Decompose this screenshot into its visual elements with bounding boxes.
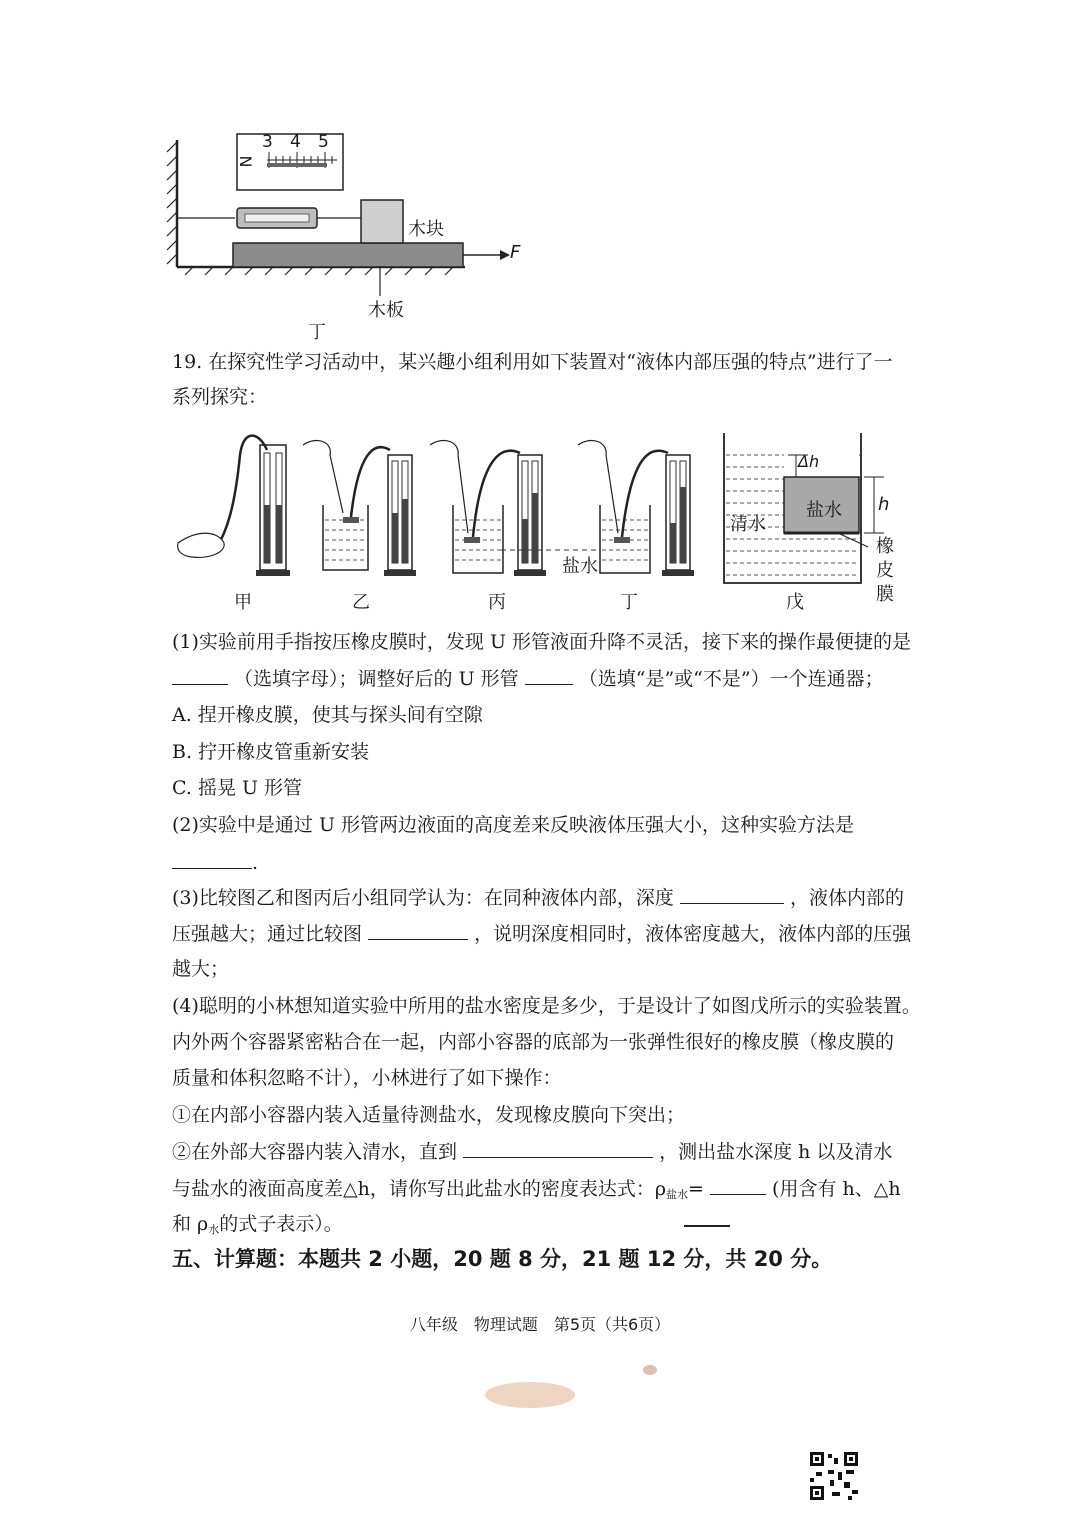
scale-tick-3: 3: [262, 132, 273, 152]
q19-part2-answer-line: [172, 850, 258, 875]
answer-blank-2[interactable]: [525, 666, 573, 685]
membrane-label-1: 橡: [876, 536, 894, 557]
answer-blank-6[interactable]: [463, 1139, 653, 1158]
q19-stem-line-2: 系列探究：: [172, 386, 268, 408]
q19-step2-text-a: ②在外部大容器内装入清水，直到: [172, 1141, 458, 1163]
q19-step2-text-b: ，测出盐水深度 h 以及清水: [659, 1141, 893, 1163]
q19-part3-text-a: (3)比较图乙和图丙后小组同学认为：在同种液体内部，深度: [172, 887, 674, 909]
q19-part1-line-1: (1)实验前用手指按压橡皮膜时，发现 U 形管液面升降不灵活，接下来的操作最便捷的是: [172, 631, 912, 653]
scale-tick-4: 4: [290, 132, 301, 152]
q19-step3-text-c: (用含有 h、△h: [772, 1178, 901, 1200]
q19-part4-line-1: (4)聪明的小林想知道实验中所用的盐水密度是多少，于是设计了如图戊所示的实验装置。: [172, 995, 921, 1017]
page-footer: 八年级 物理试题 第5页（共6页）: [409, 1315, 671, 1334]
membrane-label-3: 膜: [876, 584, 894, 605]
answer-blank-3[interactable]: [172, 850, 252, 869]
board-label: 木板: [368, 300, 404, 321]
q19-part3-text-b: ，液体内部的: [790, 887, 905, 909]
q19-part3-text-c: 压强越大；通过比较图: [172, 923, 363, 945]
block-label: 木块: [408, 219, 444, 240]
q19-part3-line-3: 越大；: [172, 958, 230, 980]
q19-step3-text-a: 与盐水的液面高度差△h，请你写出此盐水的密度表达式：ρ: [172, 1178, 667, 1200]
caption-wu: 戊: [786, 592, 804, 613]
caption-bing: 丙: [488, 592, 506, 613]
answer-blank-7[interactable]: [710, 1176, 766, 1195]
h-label: h: [878, 494, 890, 515]
q19-part3-line-2: [172, 921, 911, 946]
caption-jia: 甲: [234, 592, 252, 613]
clear-water-label: 清水: [730, 514, 766, 535]
q19-step-4: [172, 1212, 343, 1242]
q19-step-3: [172, 1176, 901, 1207]
q19-step4-text-b: 的式子表示）。: [219, 1213, 343, 1235]
figure-bing: [430, 440, 546, 576]
answer-blank-5[interactable]: [368, 921, 468, 940]
friction-apparatus-figure: [165, 130, 545, 345]
answer-blank-4[interactable]: [680, 885, 784, 904]
option-b: B. 拧开橡皮管重新安装: [172, 741, 370, 763]
caption-ding: 丁: [620, 592, 638, 613]
q19-step4-text-a: 和 ρ: [172, 1213, 209, 1235]
smudge-mark-small: [640, 1360, 660, 1380]
figure-yi: [303, 440, 416, 576]
board-pointer-line: [378, 266, 382, 296]
rho-water-subscript: 水: [208, 1223, 220, 1236]
section-5-heading: 五、计算题：本题共 2 小题，20 题 8 分，21 题 12 分，共 20 分。: [172, 1247, 833, 1271]
pressure-experiment-figure: [168, 425, 888, 595]
caption-yi: 乙: [352, 592, 370, 613]
q19-step-2: [172, 1139, 892, 1164]
force-label: F: [510, 242, 521, 263]
fraction-bar: [684, 1224, 730, 1228]
q19-part2-end: .: [252, 852, 259, 874]
smudge-mark: [480, 1370, 580, 1420]
q19-part2-line: (2)实验中是通过 U 形管两边液面的高度差来反映液体压强大小，这种实验方法是: [172, 814, 855, 836]
q19-step-1: ①在内部小容器内装入适量待测盐水，发现橡皮膜向下突出；: [172, 1104, 686, 1126]
scale-unit-label: N: [236, 155, 256, 168]
salt-water-label: 盐水: [562, 556, 598, 577]
figure-jia: [178, 436, 290, 576]
option-a: A. 捏开橡皮膜，使其与探头间有空隙: [172, 704, 483, 726]
q19-part1-line-2: [172, 666, 884, 691]
wooden-board: [233, 243, 463, 267]
q19-stem-line-1: 19. 在探究性学习活动中，某兴趣小组利用如下装置对“液体内部压强的特点”进行了一: [172, 351, 893, 373]
membrane-label-2: 皮: [876, 560, 894, 581]
top-figure-caption: 丁: [308, 322, 326, 343]
wooden-block: [361, 200, 403, 243]
q19-part1-text-a: （选填字母）；调整好后的 U 形管: [234, 668, 519, 690]
q19-part3-line-1: [172, 885, 904, 910]
q19-part4-line-3: 质量和体积忽略不计），小林进行了如下操作：: [172, 1067, 562, 1089]
qr-code: [808, 1450, 860, 1502]
scale-tick-5: 5: [318, 132, 329, 152]
q19-part4-line-2: 内外两个容器紧密粘合在一起，内部小容器的底部为一张弹性很好的橡皮膜（橡皮膜的: [172, 1031, 895, 1053]
answer-blank-1[interactable]: [172, 666, 228, 685]
inner-salt-water-label: 盐水: [806, 500, 842, 521]
rho-salt-subscript: 盐水: [666, 1188, 689, 1201]
delta-h-label: Δh: [798, 452, 820, 471]
option-c: C. 摇晃 U 形管: [172, 777, 303, 799]
q19-part1-text-b: （选填“是”或“不是”）一个连通器；: [578, 668, 884, 690]
q19-step3-equals: =: [688, 1178, 704, 1200]
q19-part3-text-d: ，说明深度相同时，液体密度越大，液体内部的压强: [474, 923, 912, 945]
